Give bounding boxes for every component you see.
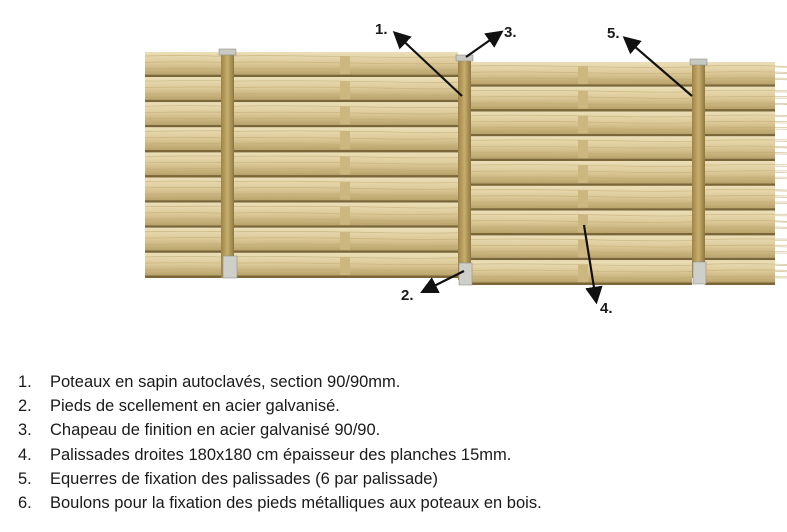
post-right xyxy=(690,59,707,284)
plank-gap xyxy=(145,225,221,228)
legend-item xyxy=(18,394,542,418)
plank-gap xyxy=(145,200,221,203)
plank-gap xyxy=(705,233,775,236)
legend-text: Poteaux en sapin autoclavés, section 90/90mm. xyxy=(50,373,401,391)
batten xyxy=(340,257,350,275)
post-cap-right xyxy=(690,59,707,65)
plank-gap xyxy=(234,250,458,253)
legend-text: Pieds de scellement en acier galvanisé. xyxy=(50,397,340,416)
legend-text: Palissades droites 180x180 cm épaisseur des planches 15mm. xyxy=(50,445,512,464)
plank-gap xyxy=(471,283,692,286)
legend-item xyxy=(18,491,542,515)
legend-text: Boulons pour la fixation des pieds métalliques aux poteaux en bois. xyxy=(50,493,542,512)
legend-number: 5. xyxy=(18,469,32,488)
plank-gap xyxy=(234,276,458,279)
plank-gap xyxy=(471,208,692,211)
callout-2: 2. xyxy=(401,287,414,304)
plank-gap xyxy=(705,159,775,162)
legend-item xyxy=(18,467,542,491)
batten xyxy=(340,232,350,250)
plank-gap xyxy=(705,208,775,211)
plank-gap xyxy=(234,150,458,153)
plank-gap xyxy=(705,134,775,137)
legend-text: Equerres de fixation des palissades (6 par palissade) xyxy=(50,469,438,488)
batten xyxy=(340,56,350,74)
plank-gap xyxy=(471,233,692,236)
callout-1: 1. xyxy=(375,21,388,38)
legend-item xyxy=(18,418,542,442)
plank-gap xyxy=(471,134,692,137)
post-foot-middle xyxy=(459,263,472,285)
legend-item xyxy=(18,370,542,394)
panel-left xyxy=(145,52,458,278)
plank-gap xyxy=(471,109,692,112)
batten xyxy=(578,190,588,208)
callout-3: 3. xyxy=(504,24,517,41)
batten xyxy=(340,207,350,225)
batten xyxy=(340,106,350,124)
plank-gap xyxy=(145,276,221,279)
plank-gap xyxy=(705,283,775,286)
plank-gap xyxy=(234,75,458,78)
batten xyxy=(578,264,588,282)
batten xyxy=(578,165,588,183)
plank-gap xyxy=(705,109,775,112)
batten xyxy=(340,156,350,174)
legend-number: 4. xyxy=(18,445,32,464)
post-foot-left xyxy=(223,256,237,278)
callout-5: 5. xyxy=(607,25,620,42)
batten xyxy=(340,81,350,99)
legend-number: 6. xyxy=(18,493,32,512)
legend-number: 2. xyxy=(18,397,32,416)
plank-gap xyxy=(471,183,692,186)
plank-gap xyxy=(471,84,692,87)
plank-gap xyxy=(145,175,221,178)
legend-item xyxy=(18,443,542,467)
post-cap-middle xyxy=(456,55,473,61)
plank-gap xyxy=(705,183,775,186)
plank-gap xyxy=(234,225,458,228)
legend-text: Chapeau de finition en acier galvanisé 90/90. xyxy=(50,421,381,440)
batten xyxy=(578,215,588,233)
post-cap-left xyxy=(219,49,236,55)
batten xyxy=(340,131,350,149)
plank-gap xyxy=(471,258,692,261)
arrow-3 xyxy=(466,33,500,57)
panel-right xyxy=(471,62,787,285)
plank-gap xyxy=(234,100,458,103)
plank-gap xyxy=(234,125,458,128)
plank-gap xyxy=(145,75,221,78)
legend-number: 1. xyxy=(18,373,32,391)
plank-gap xyxy=(705,84,775,87)
post-middle xyxy=(456,55,473,285)
post-foot-right xyxy=(693,262,706,284)
batten xyxy=(578,116,588,134)
batten xyxy=(578,91,588,109)
legend-list xyxy=(18,370,542,515)
legend-number: 3. xyxy=(18,421,32,440)
plank-gap xyxy=(145,150,221,153)
callout-4: 4. xyxy=(600,300,613,317)
plank-gap xyxy=(145,250,221,253)
plank-gap xyxy=(145,125,221,128)
plank-gap xyxy=(234,200,458,203)
plank-gap xyxy=(705,258,775,261)
batten xyxy=(578,66,588,84)
batten xyxy=(340,182,350,200)
plank-gap xyxy=(471,159,692,162)
plank-gap xyxy=(234,175,458,178)
plank-gap xyxy=(145,100,221,103)
batten xyxy=(578,140,588,158)
